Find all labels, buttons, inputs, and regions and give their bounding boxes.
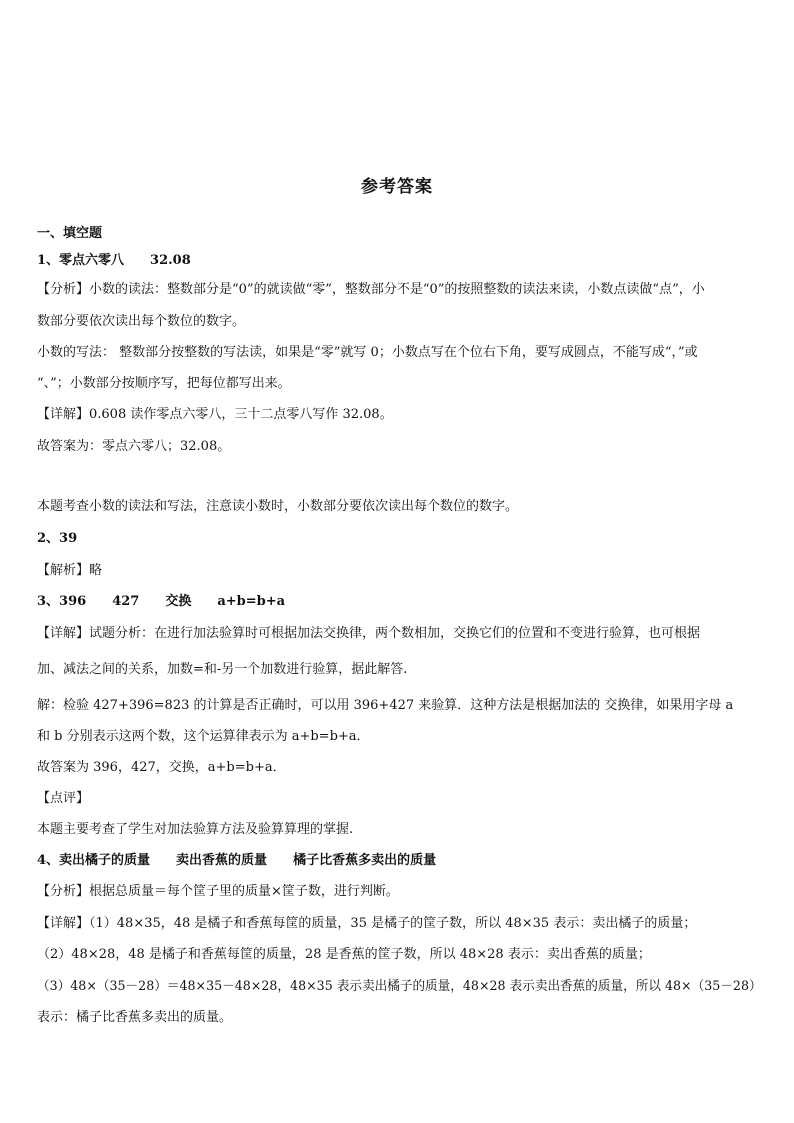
q4-answer-line bbox=[37, 852, 762, 870]
q3-solution-line-2: 和 b 分别表示这两个数，这个运算律表示为 a+b=b+a． bbox=[37, 729, 370, 744]
q1-answer-2: 32.08 bbox=[150, 253, 191, 268]
q4-analysis: 【分析】根据总质量＝每个筐子里的质量×筐子数，进行判断。 bbox=[37, 884, 399, 899]
q1-final-answer: 故答案为：零点六零八；32.08。 bbox=[37, 439, 231, 454]
section-heading: 一、填空题 bbox=[37, 226, 103, 241]
q3-comment-label: 【点评】 bbox=[37, 791, 90, 806]
q1-summary: 本题考查小数的读法和写法，注意读小数时，小数部分要依次读出每个数位的数字。 bbox=[37, 499, 519, 514]
q2-analysis: 【解析】略 bbox=[37, 563, 103, 578]
q3-final-answer: 故答案为 396，427，交换，a+b=b+a． bbox=[37, 760, 286, 775]
q3-solution-line-1: 解：检验 427+396=823 的计算是否正确时，可以用 396+427 来验算．这种方法是根据加法的 交换律，如果用字母 a bbox=[37, 698, 734, 713]
q3-detail-line-1: 【详解】试题分析：在进行加法验算时可根据加法交换律，两个数相加，交换它们的位置和不变进行验算，也可根据 bbox=[37, 626, 701, 641]
q1-analysis-line-2: 数部分要依次读出每个数位的数字。 bbox=[37, 314, 246, 329]
q4-answer-1: 4、卖出橘子的质量 bbox=[37, 853, 151, 868]
q3-answer-4: a+b=b+a bbox=[217, 594, 286, 609]
q4-detail-2: （2）48×28，48 是橘子和香蕉每筐的质量，28 是香蕉的筐子数，所以 48×28 表示：卖出香蕉的质量； bbox=[37, 947, 651, 962]
q4-detail-1: 【详解】（1）48×35，48 是橘子和香蕉每筐的质量，35 是橘子的筐子数，所以 48×35 表示：卖出橘子的质量； bbox=[37, 916, 697, 931]
q3-answer-line bbox=[37, 593, 762, 611]
page-title: 参考答案 bbox=[361, 177, 433, 197]
q1-answer-line bbox=[37, 252, 762, 270]
q2-answer-line: 2、39 bbox=[37, 531, 78, 546]
q3-answer-3: 交换 bbox=[165, 594, 192, 609]
q4-detail-4: 表示：橘子比香蕉多卖出的质量。 bbox=[37, 1010, 233, 1025]
q1-writing-line-2: “、”；小数部分按顺序写，把每位都写出来。 bbox=[37, 376, 291, 391]
q4-detail-3: （3）48×（35－28）＝48×35－48×28，48×35 表示卖出橘子的质量，48×28 表示卖出香蕉的质量，所以 48×（35－28） bbox=[37, 979, 762, 994]
q1-detail: 【详解】0.608 读作零点六零八，三十二点零八写作 32.08。 bbox=[37, 407, 393, 422]
q3-answer-1: 3、396 bbox=[37, 594, 87, 609]
q1-answer-1: 1、零点六零八 bbox=[37, 253, 125, 268]
q3-detail-line-2: 加、减法之间的关系，加数=和-另一个加数进行验算，据此解答. bbox=[37, 662, 408, 677]
q4-answer-2: 卖出香蕉的质量 bbox=[176, 853, 268, 868]
q1-writing-line-1: 小数的写法： 整数部分按整数的写法读，如果是“零”就写 0；小数点写在个位右下角，要写成圆点，不能写成“，”或 bbox=[37, 345, 698, 360]
q4-answer-3: 橘子比香蕉多卖出的质量 bbox=[293, 853, 437, 868]
q1-analysis-line-1: 【分析】小数的读法：整数部分是“0”的就读做“零”，整数部分不是“0”的按照整数的读法来读，小数点读做“点”，小 bbox=[37, 282, 705, 297]
q3-comment: 本题主要考查了学生对加法验算方法及验算算理的掌握. bbox=[37, 822, 354, 837]
q3-answer-2: 427 bbox=[112, 594, 140, 609]
